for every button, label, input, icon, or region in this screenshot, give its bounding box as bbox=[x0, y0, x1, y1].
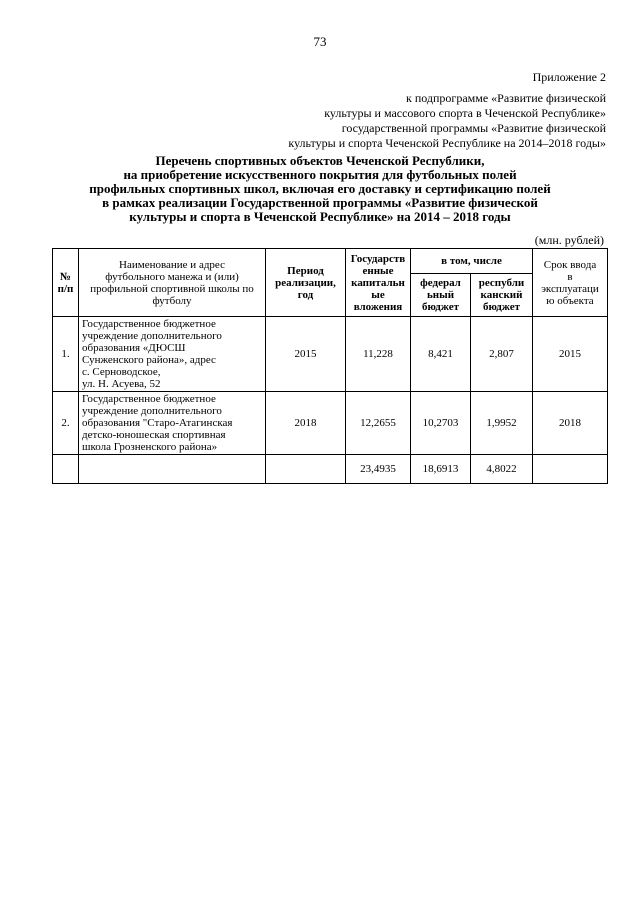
cell-num bbox=[53, 455, 79, 484]
table-total-row bbox=[53, 455, 608, 484]
cell-commission bbox=[533, 455, 608, 484]
cell-num: 2. bbox=[53, 392, 79, 455]
appendix-block bbox=[288, 70, 606, 151]
header-including: в том, числе bbox=[411, 249, 533, 274]
cell-name: Государственное бюджетное учреждение дополнительного образования "Старо-Атагинская детско-юношеская спортивная школа Грозненского района» bbox=[79, 392, 266, 455]
cell-republic: 2,807 bbox=[471, 317, 533, 392]
cell-investment: 11,228 bbox=[346, 317, 411, 392]
title-line: в рамках реализации Государственной программы «Развитие физической bbox=[102, 195, 538, 210]
cell-name: Государственное бюджетное учреждение дополнительного образования «ДЮСШ Сунженского района», адрес с. Серноводское, ул. Н. Асуева, 52 bbox=[79, 317, 266, 392]
header-commission: Срок ввода в эксплуатаци ю объекта bbox=[533, 249, 608, 317]
header-federal: федерал ьный бюджет bbox=[411, 274, 471, 317]
cell-period bbox=[266, 455, 346, 484]
appendix-line: культуры и массового спорта в Чеченской Республике» bbox=[324, 106, 606, 120]
cell-republic: 1,9952 bbox=[471, 392, 533, 455]
appendix-line: государственной программы «Развитие физической bbox=[341, 121, 606, 135]
sports-objects-table bbox=[52, 248, 608, 484]
total-federal: 18,6913 bbox=[411, 455, 471, 484]
cell-name bbox=[79, 455, 266, 484]
appendix-title: Приложение 2 bbox=[532, 70, 606, 84]
cell-commission: 2015 bbox=[533, 317, 608, 392]
cell-commission: 2018 bbox=[533, 392, 608, 455]
cell-num: 1. bbox=[53, 317, 79, 392]
title-line: Перечень спортивных объектов Чеченской Республики, bbox=[155, 153, 485, 168]
appendix-line: культуры и спорта Чеченской Республике на 2014–2018 годы» bbox=[288, 136, 606, 150]
table-row bbox=[53, 392, 608, 455]
header-republic: республи канский бюджет bbox=[471, 274, 533, 317]
header-investment: Государств енные капитальн ые вложения bbox=[346, 249, 411, 317]
appendix-line: к подпрограмме «Развитие физической bbox=[405, 91, 606, 105]
header-period: Период реализации, год bbox=[266, 249, 346, 317]
header-name: Наименование и адрес футбольного манежа и (или) профильной спортивной школы по футболу bbox=[79, 249, 266, 317]
total-investment: 23,4935 bbox=[346, 455, 411, 484]
cell-federal: 10,2703 bbox=[411, 392, 471, 455]
total-republic: 4,8022 bbox=[471, 455, 533, 484]
title-line: культуры и спорта в Чеченской Республике» на 2014 – 2018 годы bbox=[129, 209, 511, 224]
table-header-row bbox=[53, 249, 608, 274]
cell-period: 2015 bbox=[266, 317, 346, 392]
cell-period: 2018 bbox=[266, 392, 346, 455]
page-number: 73 bbox=[313, 34, 327, 49]
units-label: (млн. рублей) bbox=[534, 233, 604, 247]
title-line: профильных спортивных школ, включая его доставку и сертификацию полей bbox=[89, 181, 551, 196]
header-num: № п/п bbox=[53, 249, 79, 317]
cell-federal: 8,421 bbox=[411, 317, 471, 392]
table-row bbox=[53, 317, 608, 392]
document-title bbox=[0, 154, 640, 224]
cell-investment: 12,2655 bbox=[346, 392, 411, 455]
title-line: на приобретение искусственного покрытия для футбольных полей bbox=[123, 167, 517, 182]
